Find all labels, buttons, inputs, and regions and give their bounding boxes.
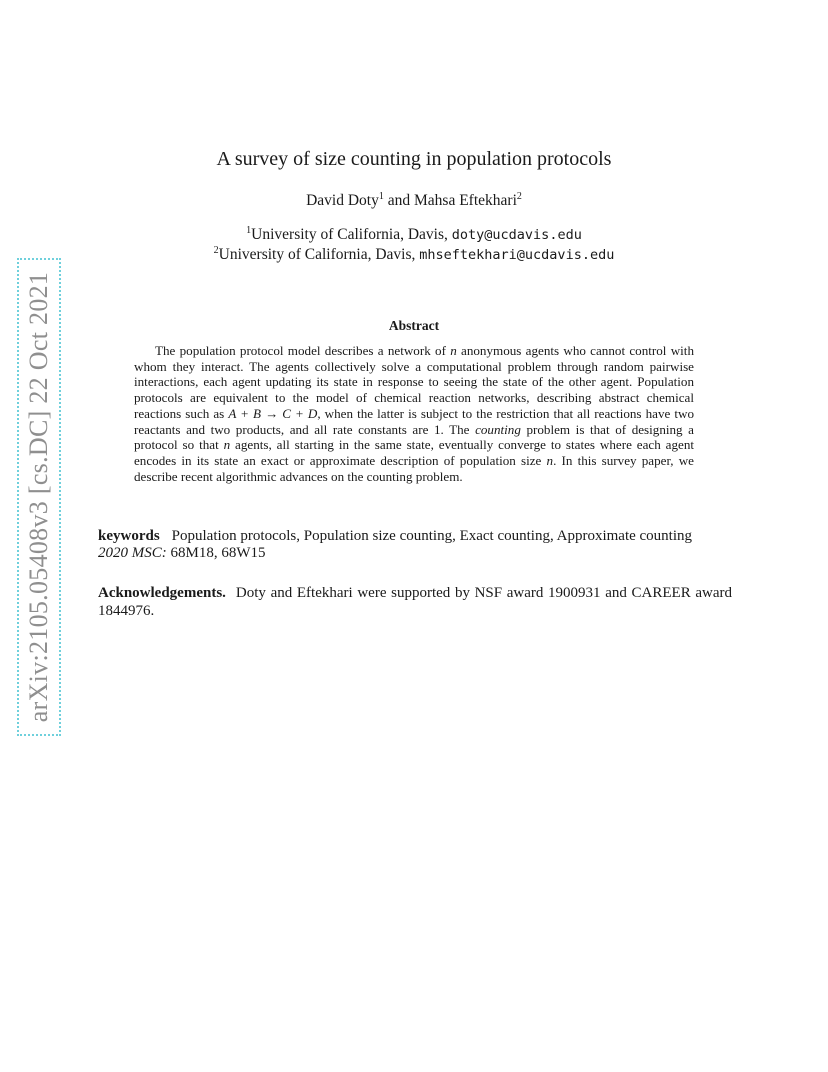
affiliation-1-mark: 1 bbox=[246, 225, 252, 236]
abstract-var-n-2: n bbox=[223, 437, 231, 453]
author-line bbox=[0, 192, 828, 210]
abstract-reaction: A + B → C + D bbox=[228, 405, 318, 421]
msc-label: 2020 MSC: bbox=[98, 545, 167, 561]
keywords-line bbox=[98, 527, 738, 545]
author-name-2: Mahsa Eftekhari bbox=[414, 192, 517, 209]
abstract-heading: Abstract bbox=[388, 318, 440, 333]
affiliation-2 bbox=[0, 246, 828, 264]
abstract-text-1: The population protocol model describes a network of bbox=[155, 343, 451, 358]
abstract-text-5: agents, all starting in the same state, eventually converge to states where each agent encodes in its state an exact or approximate description of population size bbox=[134, 437, 695, 468]
abstract-text-4: problem is that of designing a protocol so that bbox=[134, 421, 694, 453]
abstract-body bbox=[134, 343, 694, 484]
author-conjunction: and bbox=[387, 192, 411, 209]
acknowledgements-label: Acknowledgements. bbox=[98, 585, 226, 601]
abstract-text-6: . In this survey paper, we describe recent algorithmic advances on the counting problem. bbox=[134, 452, 694, 484]
abstract-emphasis-counting: counting bbox=[475, 421, 521, 437]
abstract-var-n-1: n bbox=[450, 343, 457, 358]
msc-codes: 68M18, 68W15 bbox=[170, 545, 266, 561]
arxiv-stamp-text: arXiv:2105.05408v3 [cs.DC] 22 Oct 2021 bbox=[24, 271, 53, 723]
acknowledgements bbox=[98, 584, 732, 620]
affiliation-mark-2: 2 bbox=[516, 191, 522, 202]
abstract-text-2: anonymous agents who cannot control with whom they interact. The agents collectively solve a computational problem through random pairwise interactions, each agent updating its state in response to seeing the state of the other agent. Population protocols are equivalent to the model of chemical reaction networks, describing abstract chemical reactions such as bbox=[134, 343, 694, 421]
affiliation-1-email[interactable]: doty@ucdavis.edu bbox=[451, 227, 582, 243]
affiliation-2-email[interactable]: mhseftekhari@ucdavis.edu bbox=[419, 247, 615, 263]
affiliation-mark-1: 1 bbox=[378, 191, 384, 202]
keywords-label: keywords bbox=[98, 528, 160, 544]
affiliation-1-text: University of California, Davis, bbox=[251, 226, 448, 243]
affiliation-2-mark: 2 bbox=[213, 245, 219, 256]
abstract-paragraph bbox=[134, 343, 694, 484]
affiliation-2-text: University of California, Davis, bbox=[218, 246, 416, 263]
abstract-text-3: , when the latter is subject to the restriction that all reactions have two reactants and two products, and all rate constants are 1. The bbox=[134, 405, 694, 437]
keywords-text: Population protocols, Population size counting, Exact counting, Approximate counting bbox=[171, 528, 693, 544]
abstract-var-n-3: n bbox=[546, 452, 554, 468]
paper-title: A survey of size counting in population protocols bbox=[216, 148, 612, 170]
affiliation-1 bbox=[0, 226, 828, 244]
msc-line bbox=[98, 545, 738, 562]
author-name-1: David Doty bbox=[306, 192, 379, 209]
acknowledgements-text: Doty and Eftekhari were supported by NSF award 1900931 and CAREER award 1844976. bbox=[98, 585, 732, 619]
